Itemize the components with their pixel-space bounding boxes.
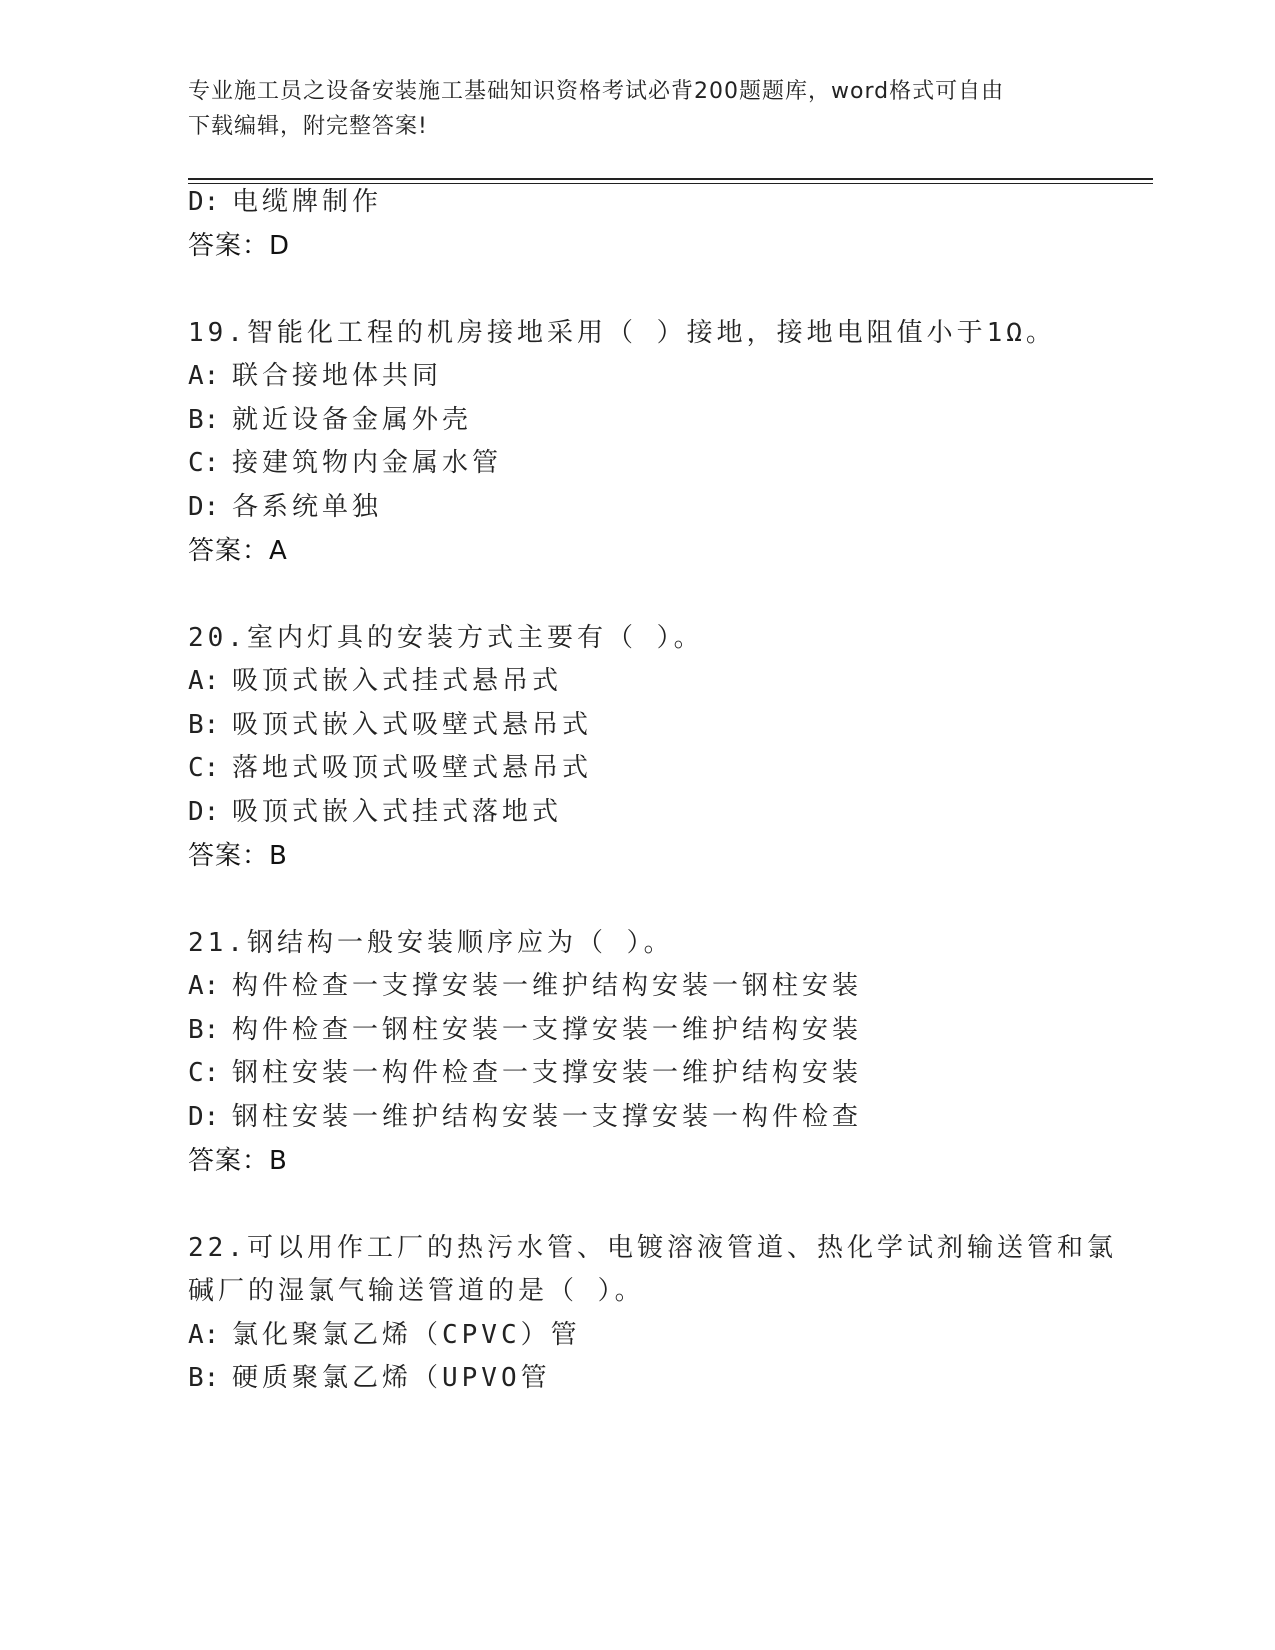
option-label: C: <box>188 1058 220 1088</box>
answer: 答案：A <box>188 536 288 566</box>
answer: 答案：B <box>188 841 288 871</box>
question-stem: 19.智能化工程的机房接地采用（ ）接地，接地电阻值小于1Ω。 <box>188 318 1056 348</box>
option-label: B: <box>188 405 220 435</box>
option-d <box>188 490 382 524</box>
option-text: 落地式吸顶式吸壁式悬吊式 <box>232 753 593 783</box>
option-d <box>188 1100 862 1134</box>
option-text: 构件检查一支撑安装一维护结构安装一钢柱安装 <box>232 971 863 1001</box>
header-divider <box>188 178 1153 180</box>
option-text: 联合接地体共同 <box>232 361 443 391</box>
option-a <box>188 1318 581 1352</box>
option-a <box>188 969 862 1003</box>
option-text: 硬质聚氯乙烯（UPVO管 <box>232 1363 551 1393</box>
option-text: 氯化聚氯乙烯（CPVC）管 <box>232 1320 581 1350</box>
answer: 答案：B <box>188 1146 288 1176</box>
option-c <box>188 446 502 480</box>
option-label: B: <box>188 1015 220 1045</box>
option-b <box>188 1013 862 1047</box>
option-text: 钢柱安装一构件检查一支撑安装一维护结构安装 <box>232 1058 863 1088</box>
header-line-2: 下载编辑，附完整答案! <box>188 114 428 139</box>
option-a <box>188 359 442 393</box>
header-line-1: 专业施工员之设备安装施工基础知识资格考试必背200题题库，word格式可自由 <box>188 79 1005 104</box>
option-label: D: <box>188 1102 220 1132</box>
question-stem: 22.可以用作工厂的热污水管、电镀溶液管道、热化学试剂输送管和氯 <box>188 1233 1117 1263</box>
question-stem: 20.室内灯具的安装方式主要有（ ）。 <box>188 623 704 653</box>
option-d <box>188 795 562 829</box>
option-label: A: <box>188 666 220 696</box>
question-stem: 21.钢结构一般安装顺序应为（ ）。 <box>188 928 674 958</box>
option-a <box>188 664 562 698</box>
option-label: B: <box>188 710 220 740</box>
document-header <box>188 74 1078 144</box>
option-b <box>188 403 472 437</box>
option-label: A: <box>188 971 220 1001</box>
option-label: C: <box>188 448 220 478</box>
option-text: 钢柱安装一维护结构安装一支撑安装一构件检查 <box>232 1102 863 1132</box>
answer: 答案：D <box>188 231 291 261</box>
question-stem-continued: 碱厂的湿氯气输送管道的是（ ）。 <box>188 1276 645 1306</box>
option-text: 吸顶式嵌入式吸壁式悬吊式 <box>232 710 593 740</box>
option-text: 电缆牌制作 <box>232 187 383 217</box>
header-divider-thin <box>188 183 1153 184</box>
option-text: 就近设备金属外壳 <box>232 405 473 435</box>
option-label: D: <box>188 187 220 217</box>
option-label: A: <box>188 361 220 391</box>
option-text: 接建筑物内金属水管 <box>232 448 503 478</box>
option-text: 吸顶式嵌入式挂式落地式 <box>232 797 563 827</box>
option-label: D: <box>188 797 220 827</box>
option-d <box>188 185 382 219</box>
option-c <box>188 1056 862 1090</box>
option-text: 构件检查一钢柱安装一支撑安装一维护结构安装 <box>232 1015 863 1045</box>
option-text: 各系统单独 <box>232 492 383 522</box>
option-label: A: <box>188 1320 220 1350</box>
option-b <box>188 708 592 742</box>
option-b <box>188 1361 551 1395</box>
option-c <box>188 751 592 785</box>
option-label: D: <box>188 492 220 522</box>
option-label: B: <box>188 1363 220 1393</box>
option-text: 吸顶式嵌入式挂式悬吊式 <box>232 666 563 696</box>
option-label: C: <box>188 753 220 783</box>
